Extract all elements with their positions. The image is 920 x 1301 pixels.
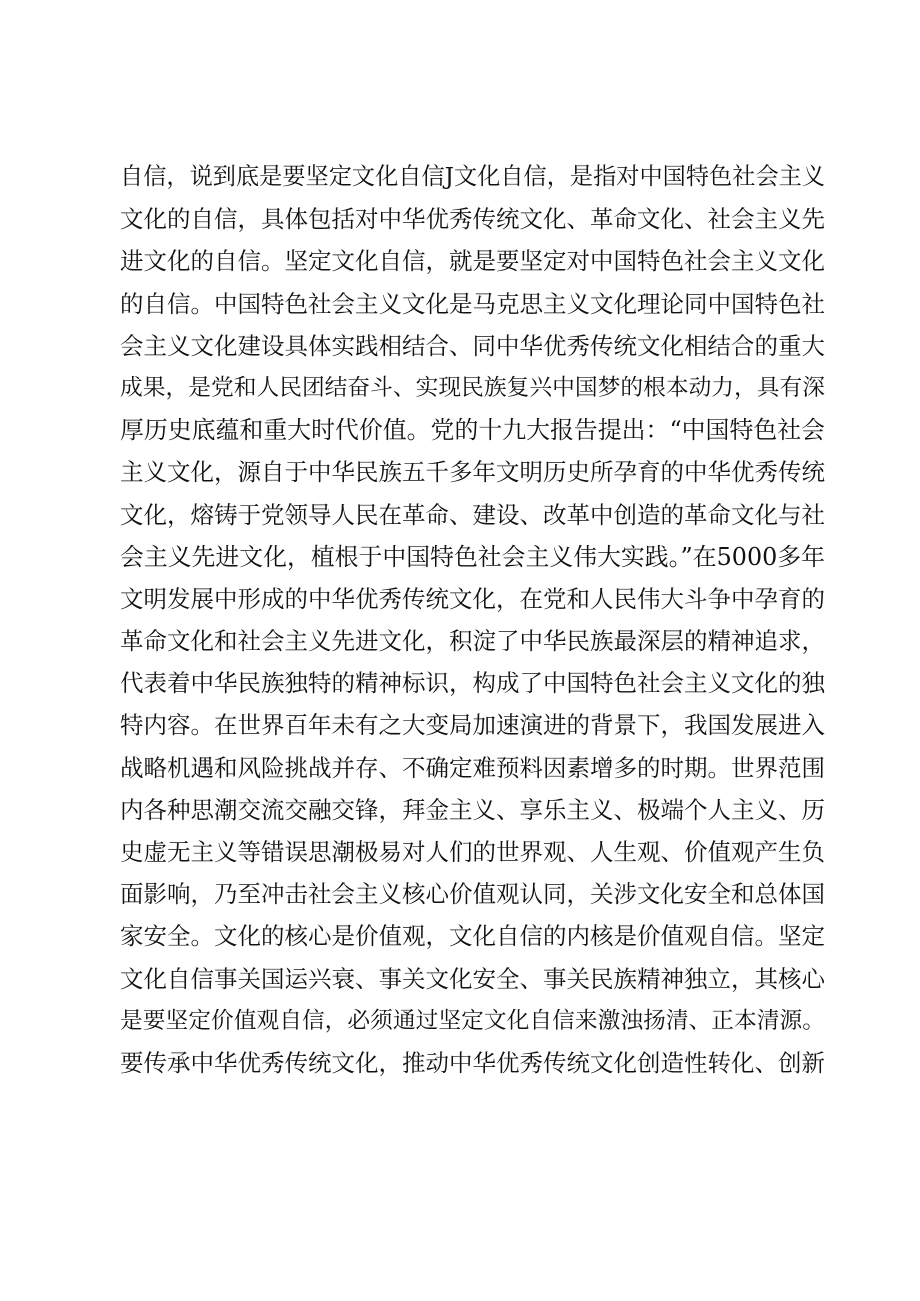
text-line: 家安全。文化的核心是价值观，文化自信的内核是价值观自信。坚定 [120,922,825,951]
text-line: 成果，是党和人民团结奋斗、实现民族复兴中国梦的根本动力，具有深 [120,374,825,401]
text-line: 文化，熔铸于党领导人民在革命、建设、改革中创造的革命文化与社 [120,500,825,529]
text-line: 特内容。在世界百年未有之大变局加速演进的背景下，我国发展进入 [120,711,825,740]
text-line: 面影响，乃至冲击社会主义核心价值观认同，关涉文化安全和总体国 [120,880,825,909]
text-line: 文化的自信，具体包括对中华优秀传统文化、革命文化、社会主义先 [120,205,825,234]
text-line: 文化自信事关国运兴衰、事关文化安全、事关民族精神独立，其核心 [120,964,825,993]
text-line: 战略机遇和风险挑战并存、不确定难预料因素增多的时期。世界范围 [120,753,825,782]
text-line: 代表着中华民族独特的精神标识，构成了中国特色社会主义文化的独 [120,669,825,698]
text-line: 文明发展中形成的中华优秀传统文化，在党和人民伟大斗争中孕育的 [120,584,825,613]
body-paragraph [120,156,825,1084]
text-line: 革命文化和社会主义先进文化，积淀了中华民族最深层的精神追求， [120,627,825,656]
text-line: 的自信。中国特色社会主义文化是马克思主义文化理论同中国特色社 [120,289,825,318]
text-line: 会主义先进文化，植根于中国特色社会主义伟大实践。”在5000多年 [120,542,825,571]
text-line: 会主义文化建设具体实践相结合、同中华优秀传统文化相结合的重大 [120,331,825,360]
text-line: 主义文化，源自于中华民族五千多年文明历史所孕育的中华优秀传统 [120,458,825,487]
text-line: 厚历史底蕴和重大时代价值。党的十九大报告提出：“中国特色社会 [120,416,825,445]
text-line: 要传承中华优秀传统文化，推动中华优秀传统文化创造性转化、创新 [120,1048,825,1077]
text-line: 内各种思潮交流交融交锋，拜金主义、享乐主义、极端个人主义、历 [120,795,825,824]
text-line: 进文化的自信。坚定文化自信，就是要坚定对中国特色社会主义文化 [120,247,825,276]
text-line: 自信，说到底是要坚定文化自信J文化自信，是指对中国特色社会主义 [120,163,825,190]
text-line: 是要坚定价值观自信，必须通过坚定文化自信来激浊扬清、正本清源。 [120,1007,825,1034]
text-line: 史虚无主义等错误思潮极易对人们的世界观、人生观、价值观产生负 [120,838,825,866]
